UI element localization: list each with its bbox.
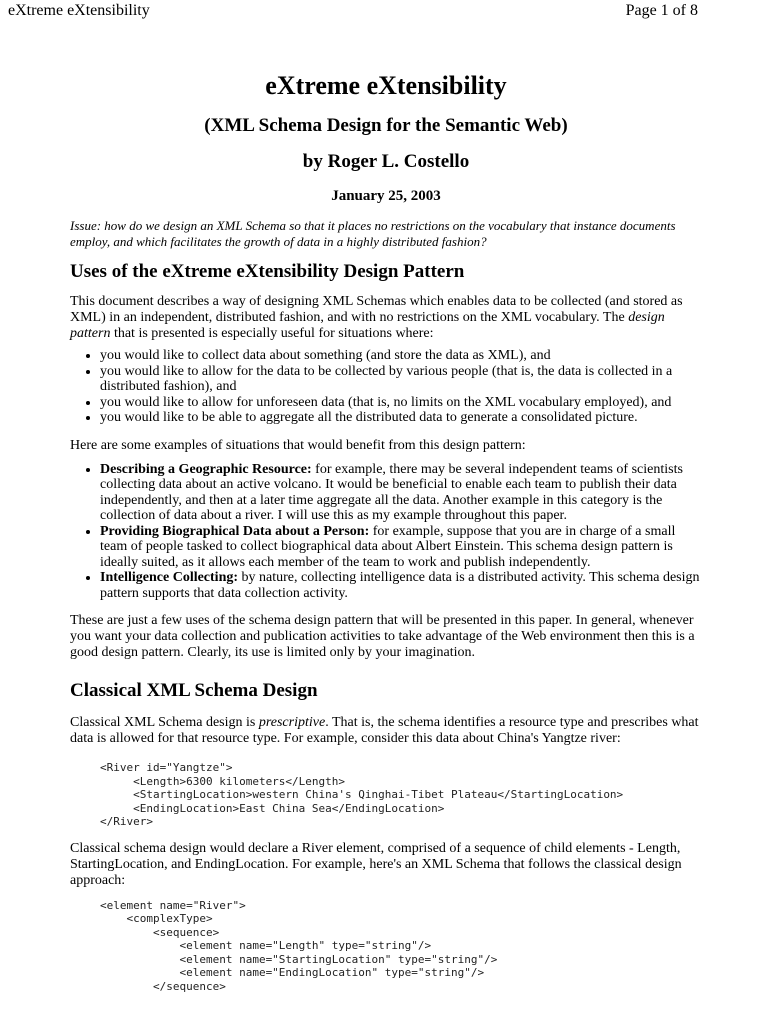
example-text: for example, there may be several independent teams of scientists collecting data about an active volcano. It would be beneficial to enable each team to publish their data independently, and then at a later time aggregate all the data. Another example in this category is the collection of data about a river. I will use this as my example throughout this paper. xyxy=(100,461,683,523)
intro-text-b: that is presented is especially useful for situations where: xyxy=(110,326,434,341)
schema-paragraph: Classical schema design would declare a River element, comprised of a sequence of child elements - Length, StartingLocation, and EndingLocation. For example, here's an XML Schema that follows the classical design approach: xyxy=(70,840,682,888)
example-term: Describing a Geographic Resource: xyxy=(100,461,312,477)
examples-list xyxy=(70,462,702,602)
list-item xyxy=(100,462,702,524)
section-heading-classical: Classical XML Schema Design xyxy=(70,680,318,701)
header-doc-title: eXtreme eXtensibility xyxy=(8,2,150,19)
issue-statement: Issue: how do we design an XML Schema so that it places no restrictions on the vocabulary that instance documents employ, and which facilitates the growth of data in a highly distributed fashion? xyxy=(70,218,676,249)
intro-emphasis: design pattern xyxy=(70,310,665,341)
document-body xyxy=(70,70,702,993)
classical-paragraph xyxy=(70,715,702,747)
list-item: • you would like to be able to aggregate all the distributed data to generate a consolidated picture. xyxy=(100,410,702,426)
classical-text-b: . That is, the schema identifies a resource type and prescribes what data is allowed for that resource type. For example, consider this data about China's Yangtze river: xyxy=(70,715,699,746)
intro-text-a: This document describes a way of designing XML Schemas which enables data to be collected (and stored as XML) in an independent, distributed fashion, and with no restrictions on the XML vocabulary. The xyxy=(70,294,683,325)
document-subtitle: (XML Schema Design for the Semantic Web) xyxy=(204,115,568,136)
list-item: • you would like to collect data about something (and store the data as XML), and xyxy=(100,348,702,364)
classical-emphasis: prescriptive xyxy=(258,715,326,730)
section-heading-uses: Uses of the eXtreme eXtensibility Design Pattern xyxy=(70,261,465,282)
code-block-river-instance: <River id="Yangtze"> <Length>6300 kilometers</Length> <StartingLocation>western China's Qinghai-Tibet Plateau</StartingLocation> <EndingLocation>East China Sea</EndingLocation> </River> xyxy=(100,761,624,828)
example-term: Intelligence Collecting: xyxy=(100,570,239,585)
example-text: by nature, collecting intelligence data is a distributed activity. This schema design pattern supports that data collection activity. xyxy=(100,570,700,601)
running-header xyxy=(0,2,768,24)
header-page-number: Page 1 of 8 xyxy=(625,2,698,19)
example-term: Providing Biographical Data about a Person: xyxy=(100,523,370,539)
code-block-river-schema: <element name="River"> <complexType> <sequence> <element name="Length" type="string"/> <element name="StartingLocation" type="string"/> <element name="EndingLocation" type="string"/> </sequence> xyxy=(100,898,498,993)
example-text: for example, suppose that you are in charge of a small team of people tasked to collect biographical data about Albert Einstein. This schema design pattern is ideally suited, as it allows each member of the team to work and publish independently. xyxy=(100,523,676,570)
document-date: January 25, 2003 xyxy=(331,188,441,204)
list-item xyxy=(100,570,702,601)
uses-summary: These are just a few uses of the schema design pattern that will be presented in this paper. In general, whenever you want your data collection and publication activities to take advantage of the Web environment then this is a good design pattern. Clearly, its use is limited only by your imagination. xyxy=(70,613,695,660)
classical-text-a: Classical XML Schema design is xyxy=(70,715,259,730)
examples-intro: Here are some examples of situations that would benefit from this design pattern: xyxy=(70,437,526,453)
list-item xyxy=(100,524,702,571)
list-item: • you would like to allow for the data to be collected by various people (that is, the data is collected in a distributed fashion), and xyxy=(100,364,702,395)
list-item: • you would like to allow for unforeseen data (that is, no limits on the XML vocabulary employed), and xyxy=(100,395,702,411)
document-author: by Roger L. Costello xyxy=(302,151,470,172)
intro-paragraph xyxy=(70,294,702,342)
document-title: eXtreme eXtensibility xyxy=(265,71,507,100)
situations-list xyxy=(70,348,702,426)
